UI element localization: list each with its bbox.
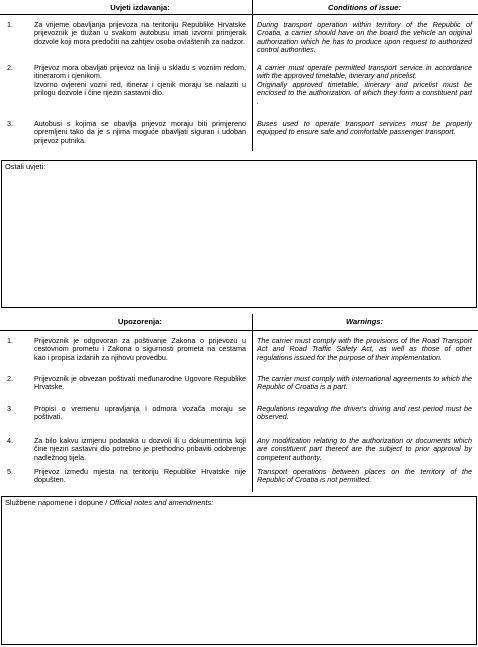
warning-5-en-text: Transport operations between places on the territory of the Republic of Croatia is not permitted.: [257, 467, 472, 485]
warning-2-hr: [34, 375, 246, 392]
warning-5-en: [257, 468, 472, 485]
issue-item-2-hr: [34, 64, 246, 98]
issue-item-3-en: [257, 120, 472, 137]
warning-4-en-text: Any modification relating to the authorization or documents which are constituent part thereof are the subject to prior approval by competent authority.: [257, 436, 472, 462]
issue-item-3-hr-text: Autobusi s kojima se obavlja prijevoz moraju biti primjereno opremljeni tako da je s njima moguće obavljati siguran i udoban prijevoz putnika.: [34, 119, 246, 145]
warnings-header-rule: [0, 330, 478, 331]
warning-1-hr: [34, 337, 246, 362]
issue-header-hr: Uvjeti izdavanja:: [110, 3, 170, 12]
other-conditions-label: Ostali uvjeti:: [5, 162, 46, 171]
top-column-divider: [252, 0, 253, 151]
issue-item-1-en-text: During transport operation within territory of the Republic of Croatia, a carrier should have on the board the vehicle an original authorization which he has to produce upon request to authorized control authorities.: [257, 20, 472, 55]
issue-header-en: Conditions of issue:: [328, 3, 401, 12]
issue-item-2-hr-text-2: Izvorno ovjereni vozni red, itinerar i cjenik moraju se nalaziti u prilogu dozvole i čine njezin sastavni dio.: [34, 79, 246, 98]
warning-3-number: 3.: [7, 404, 13, 413]
warning-2-number: 2.: [7, 374, 13, 383]
issue-item-1-hr: [34, 21, 246, 46]
issue-item-2-en: [257, 64, 472, 106]
warning-1-number: 1.: [7, 336, 13, 345]
issue-item-1-en: [257, 21, 472, 55]
warning-5-hr-text: Prijevoz između mjesta na teritoriju Republike Hrvatske nije dopušten.: [34, 467, 246, 485]
warning-3-en-text: Regulations regarding the driver's driving and rest period must be observed.: [257, 404, 472, 422]
warning-4-en: [257, 437, 472, 462]
issue-item-2-number: 2.: [7, 63, 13, 72]
warning-2-en: [257, 375, 472, 392]
warning-4-hr-text: Za bilo kakvu izmjenu podataka u dozvoli ili u dokumentima koji čine njezin sastavni dio potrebno je prethodno pribaviti odobrenje nadležnog tijela.: [34, 436, 246, 462]
warning-2-hr-text: Prijevoznik je obvezan poštivati međunarodne Ugovore Republike Hrvatske.: [34, 374, 246, 392]
warning-3-hr: [34, 405, 246, 422]
issue-item-1-hr-text: Za vrijeme obavljanja prijevoza na teritoriju Republike Hrvatske prijevoznik je dužan u svakom autobusu imati izvorni primjerak dozvole koji mora predočiti na zahtjev osoba ovlaštenih za nadzor.: [34, 20, 246, 46]
warning-1-hr-text: Prijevoznik je odgovoran za poštivanje Zakona o prijevozu u cestovnom prometu i Zakona o sigurnosti prometa na cestama kao i propisa izdanih za njihovu provedbu.: [34, 336, 246, 362]
warning-1-en-text: The carrier must comply with the provisions of the Road Transport Act and Road Traffic Safety Act, as well as those of other regulations issued for the purpose of their implementation.: [257, 336, 472, 362]
issue-item-2-en-text-1: A carrier must operate permitted transport service in accordance with the approved timetable, itinerary and pricelist.: [257, 63, 472, 81]
warning-5-number: 5.: [7, 467, 13, 476]
official-notes-label-hr: Službene napomene i dopune /: [5, 498, 110, 507]
issue-item-2-hr-text-1: Prijevoz mora obavljati prijevoz na liniji u skladu s voznim redom, itinerarom i cjenikom.: [34, 63, 246, 81]
issue-item-3-number: 3.: [7, 119, 13, 128]
warning-1-en: [257, 337, 472, 362]
issue-item-3-en-text: Buses used to operate transport services must be properly equipped to ensure safe and comfortable passenger transport.: [257, 119, 472, 137]
warnings-header-en: Warnings:: [346, 317, 383, 326]
other-conditions-box[interactable]: [1, 160, 477, 308]
warning-5-hr: [34, 468, 246, 485]
warning-2-en-text: The carrier must comply with international agreements to which the Republic of Croatia is a part.: [257, 374, 472, 392]
warning-4-hr: [34, 437, 246, 462]
official-notes-label: [5, 499, 213, 507]
warning-4-number: 4.: [7, 436, 13, 445]
issue-item-3-hr: [34, 120, 246, 145]
official-notes-label-en: Official notes and amendments:: [109, 498, 214, 507]
warning-3-hr-text: Propisi o vremenu upravljanja i odmora vozača moraju se poštivati.: [34, 404, 246, 422]
top-header-rule: [0, 14, 478, 15]
issue-item-2-en-text-2: Originally approved timetable, itinerary and pricelist must be enclosed to the authorization. of which they form a constituent part .: [257, 79, 472, 106]
warnings-header-hr: Upozorenja:: [118, 317, 162, 326]
warning-3-en: [257, 405, 472, 422]
warnings-column-divider: [252, 314, 253, 492]
official-notes-box[interactable]: [1, 496, 477, 645]
issue-item-1-number: 1.: [7, 20, 13, 29]
